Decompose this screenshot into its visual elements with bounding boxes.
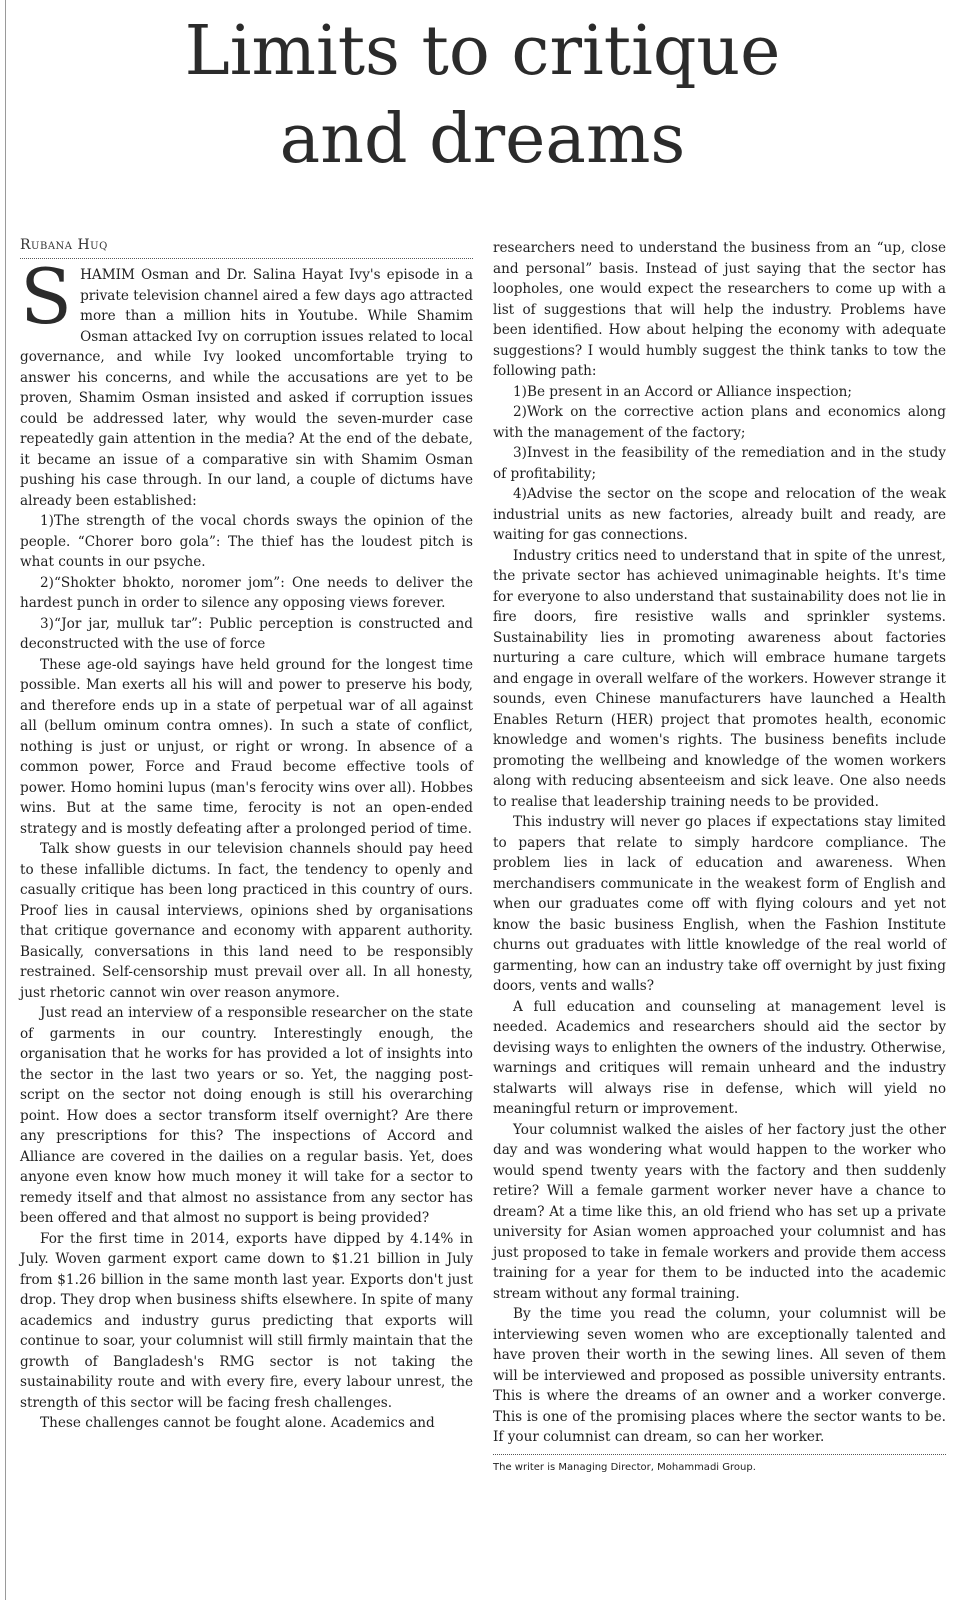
author-byline: Rubana Huq (20, 236, 473, 259)
paragraph-researcher: Just read an interview of a responsible researcher on the state of garments in our country. Interestingly enough, the organisation that he works for has provided a lot of insights into the sector in the last two years or so. Yet, the nagging post- script on the sector not doing enough is still his overarching point. How does a sector transform itself overnight? Are there any prescriptions for this? The inspections of Accord and Alliance are covered in the dailies on a regular basis. Yet, does anyone even know how much money it will take for a sector to remedy itself and that almost no assistance from any sector has been offered and that almost no support is being provided? (20, 1005, 473, 1226)
paragraph-factory-aisles: Your columnist walked the aisles of her factory just the other day and was wondering what would happen to the worker who would spend twenty years with the factory and then suddenly retire? Will a female garment worker never have a chance to dream? At a time like this, an old friend who has set up a private university for Asian women approached your columnist and has just proposed to take in female workers and provide them access training for a year for them to be inducted into the academic stream without any formal training. (493, 1121, 946, 1302)
page-edge-rule (5, 0, 6, 1600)
dictum-3: 3)“Jor jar, mulluk tar”: Public perception is constructed and deconstructed with the use of force (20, 615, 473, 652)
suggestion-2: 2)Work on the corrective action plans and economics along with the management of the factory; (493, 404, 946, 441)
dictum-2: 2)“Shokter bhokto, noromer jom”: One needs to deliver the hardest punch in order to silence any opposing views forever. (20, 574, 473, 611)
paragraph-sayings: These age-old sayings have held ground for the longest time possible. Man exerts all his will and power to preserve his body, and therefore ends up in a state of perpetual war of all against all (bellum ominum contra omnes). In such a state of conflict, nothing is just or unjust, or right or wrong. In absence of a common power, Force and Fraud become effective tools of power. Homo homini lupus (man's ferocity wins over all). Hobbes wins. But at the same time, ferocity is not an open-ended strategy and is mostly defeating after a prolonged period of time. (20, 656, 473, 837)
paragraph-education: A full education and counseling at management level is needed. Academics and researchers should aid the sector by devising ways to enlighten the owners of the industry. Otherwise, warnings and critiques will remain unheard and the industry stalwarts will always rise in defense, which will yield no meaningful return or improvement. (493, 998, 946, 1117)
paragraph-challenges: These challenges cannot be fought alone. Academics and (40, 1415, 435, 1431)
author-footnote: The writer is Managing Director, Mohammadi Group. (493, 1454, 946, 1475)
paragraph-industry-critics: Industry critics need to understand that in spite of the unrest, the private sector has achieved unimaginable heights. It's time for everyone to also understand that sustainability does not lie in fire doors, fire resistive walls and sprinkler systems. Sustainability lies in promoting awareness about factories nurturing a care culture, which will embrace humane targets and engage in overall welfare of the workers. However strange it sounds, even Chinese manufacturers have launched a Health Enables Return (HER) project that promotes health, economic knowledge and women's rights. The business benefits include promoting the wellbeing and knowledge of the women workers along with reducing absenteeism and sick leave. One also needs to realise that leadership training needs to be provided. (493, 547, 946, 810)
paragraph-intro-text: HAMIM Osman and Dr. Salina Hayat Ivy's episode in a private television channel aired a few days ago attracted more than a million hits in Youtube. While Shamim Osman attacked Ivy on corruption issues related to local governance, and while Ivy looked uncomfortable trying to answer his concerns, and while the accusations are yet to be proven, Shamim Osman insisted and asked if corruption issues could be addressed later, why would the seven-murder case repeatedly gain attention in the media? At the end of the debate, it became an issue of a comparative sin with Shamim Osman pushing his case through. In our land, a couple of dictums have already been established: (20, 267, 473, 509)
headline-line-1: Limits to critique (184, 12, 781, 91)
article-column-right (493, 238, 946, 1475)
dictum-1: 1)The strength of the vocal chords sways the opinion of the people. “Chorer boro gola”: The thief has the loudest pitch is what counts in our psyche. (20, 513, 473, 570)
headline (0, 8, 965, 184)
paragraph-dream: By the time you read the column, your columnist will be interviewing seven women who are exceptionally talented and have proven their worth in the sewing lines. All seven of them will be interviewed and proposed as possible university entrants. This is where the dreams of an owner and a worker converge. This is one of the promising places where the sector wants to be. If your columnist can dream, so can her worker. (493, 1306, 946, 1445)
suggestion-4: 4)Advise the sector on the scope and relocation of the weak industrial units as new factories, already built and ready, are waiting for gas connections. (493, 486, 946, 543)
headline-line-2: and dreams (279, 100, 686, 179)
paragraph-talk-show: Talk show guests in our television channels should pay heed to these infallible dictums. In fact, the tendency to openly and casually critique has been long practiced in this country of ours. Proof lies in causal interviews, opinions shed by organisations that critique governance and economy with apparent authority. Basically, conversations in this land need to be responsibly restrained. Self-censorship must prevail over all. In all honesty, just rhetoric cannot win over reason anymore. (20, 841, 473, 1001)
paragraph-exports: For the first time in 2014, exports have dipped by 4.14% in July. Woven garment export came down to $1.21 billion in July from $1.26 billion in the same month last year. Exports don't just drop. They drop when business shifts elsewhere. In spite of many academics and industry gurus predicting that exports will continue to soar, your columnist will still firmly maintain that the growth of Bangladesh's RMG sector is not taking the sustainability route and with every fire, every labour unrest, the strength of this sector will be facing fresh challenges. (20, 1230, 473, 1411)
suggestion-3: 3)Invest in the feasibility of the remediation and in the study of profitability; (493, 445, 946, 482)
paragraph-compliance: This industry will never go places if expectations stay limited to papers that relate to simply hardcore compliance. The problem lies in lack of education and awareness. When merchandisers communicate in the weakest form of English and when our graduates come off with flying colours and yet not know the basic business English, when the Fashion Institute churns out graduates with little knowledge of the real world of garmenting, how can an industry take off overnight by just fixing doors, vents and walls? (493, 814, 946, 994)
article-column-left (20, 236, 473, 1434)
drop-cap: S (20, 252, 73, 341)
paragraph-continued: researchers need to understand the business from an “up, close and personal” basis. Instead of just saying that the sector has loopholes, one would expect the researchers to come up with a list of suggestions that will help the industry. Problems have been identified. How about helping the economy with adequate suggestions? I would humbly suggest the think tanks to tow the following path: (493, 240, 946, 379)
paragraph-intro (20, 252, 473, 511)
suggestion-1: 1)Be present in an Accord or Alliance inspection; (513, 383, 852, 400)
